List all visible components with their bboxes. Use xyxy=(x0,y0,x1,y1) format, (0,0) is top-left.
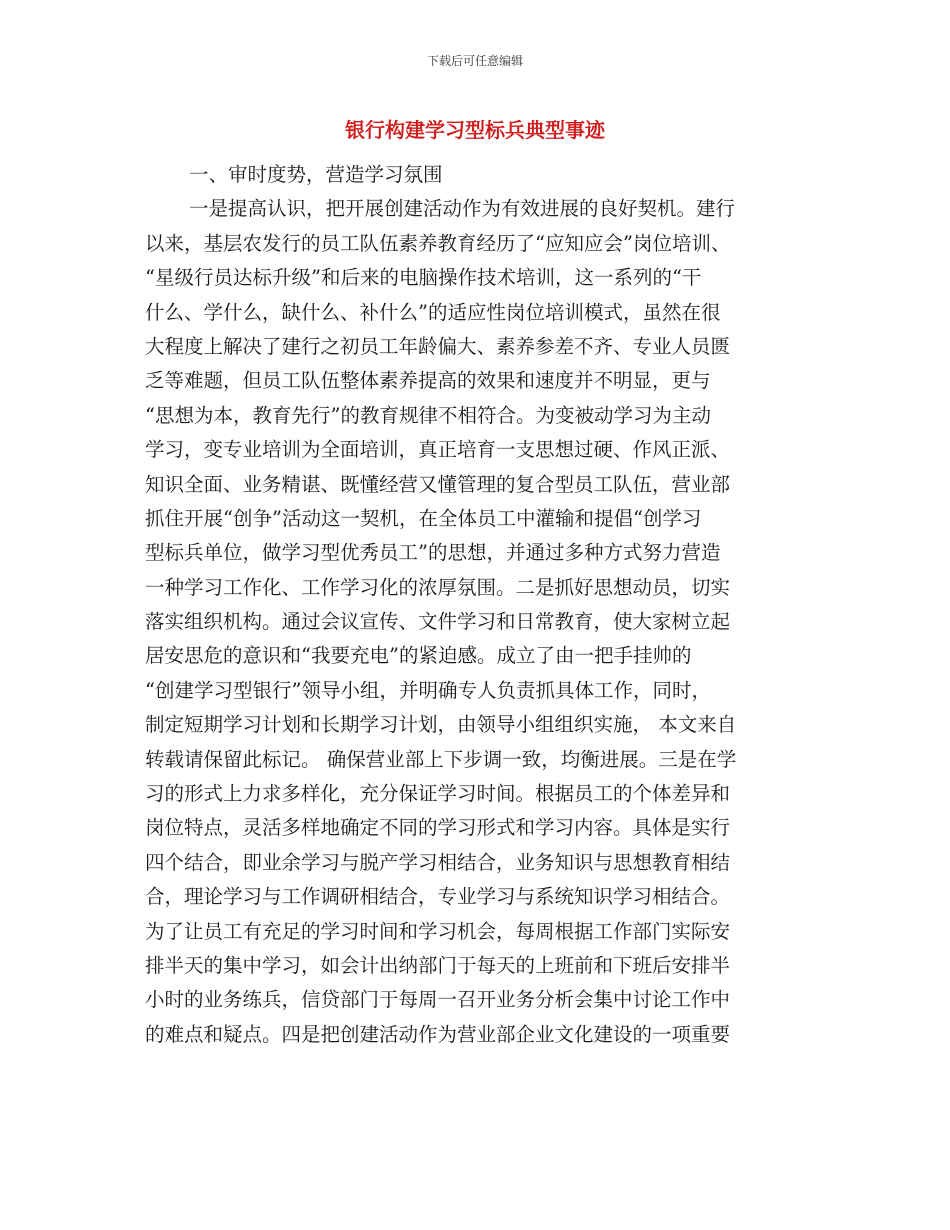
section-heading: 一、审时度势，营造学习氛围 xyxy=(189,163,443,186)
paragraph-line: 四个结合，即业余学习与脱产学习相结合，业务知识与思想教育相结 xyxy=(145,850,731,874)
paragraph-line: 居安思危的意识和“我要充电”的紧迫感。成立了由一把手挂帅的 xyxy=(145,644,692,668)
paragraph-line: 乏等难题，但员工队伍整体素养提高的效果和速度并不明显，更与 xyxy=(145,369,711,393)
paragraph-line: 抓住开展“创争”活动这一契机，在全体员工中灌输和提倡“创学习 xyxy=(145,506,702,530)
document-title: 银行构建学习型标兵典型事迹 xyxy=(345,118,605,142)
paragraph-line: 习的形式上力求多样化，充分保证学习时间。根据员工的个体差异和 xyxy=(145,782,731,806)
paragraph-line: 学习，变专业培训为全面培训，真正培育一支思想过硬、作风正派、 xyxy=(145,438,731,462)
paragraph-line: 排半天的集中学习，如会计出纳部门于每天的上班前和下班后安排半 xyxy=(145,953,731,977)
paragraph-line: 一是提高认识，把开展创建活动作为有效进展的良好契机。建行 xyxy=(189,197,736,221)
paragraph-line: 以来，基层农发行的员工队伍素养教育经历了“应知应会”岗位培训、 xyxy=(145,231,731,255)
paragraph-line: “思想为本，教育先行”的教育规律不相符合。为变被动学习为主动 xyxy=(145,403,711,427)
paragraph-line: 的难点和疑点。四是把创建活动作为营业部企业文化建设的一项重要 xyxy=(145,1022,731,1046)
paragraph-line: 制定短期学习计划和长期学习计划，由领导小组组织实施， 本文来自 xyxy=(145,713,737,737)
paragraph-line: 小时的业务练兵，信贷部门于每周一召开业务分析会集中讨论工作中 xyxy=(145,988,731,1012)
document-body xyxy=(145,158,805,1052)
paragraph-line: 型标兵单位，做学习型优秀员工”的思想，并通过多种方式努力营造 xyxy=(145,541,721,565)
paragraph-line: 为了让员工有充足的学习时间和学习机会，每周根据工作部门实际安 xyxy=(145,919,731,943)
paragraph-line: 什么、学什么，缺什么、补什么”的适应性岗位培训模式，虽然在很 xyxy=(145,300,721,324)
paragraph-line: 合，理论学习与工作调研相结合，专业学习与系统知识学习相结合。 xyxy=(145,885,731,909)
paragraph-line: 一种学习工作化、工作学习化的浓厚氛围。二是抓好思想动员，切实 xyxy=(145,575,731,599)
paragraph-line: 大程度上解决了建行之初员工年龄偏大、素养参差不齐、专业人员匮 xyxy=(145,334,731,358)
paragraph-line: 落实组织机构。通过会议宣传、文件学习和日常教育，使大家树立起 xyxy=(145,610,731,634)
paragraph-line: 岗位特点，灵活多样地确定不同的学习形式和学习内容。具体是实行 xyxy=(145,816,731,840)
paragraph-line: 知识全面、业务精谌、既懂经营又懂管理的复合型员工队伍，营业部 xyxy=(145,472,731,496)
paragraph-line: “星级行员达标升级”和后来的电脑操作技术培训，这一系列的“干 xyxy=(145,266,702,290)
page-header: 下载后可任意编辑 xyxy=(426,54,523,68)
paragraph-line: “创建学习型银行”领导小组，并明确专人负责抓具体工作，同时， xyxy=(145,678,711,702)
paragraph-line: 转载请保留此标记。 确保营业部上下步调一致，均衡进展。三是在学 xyxy=(145,747,737,771)
